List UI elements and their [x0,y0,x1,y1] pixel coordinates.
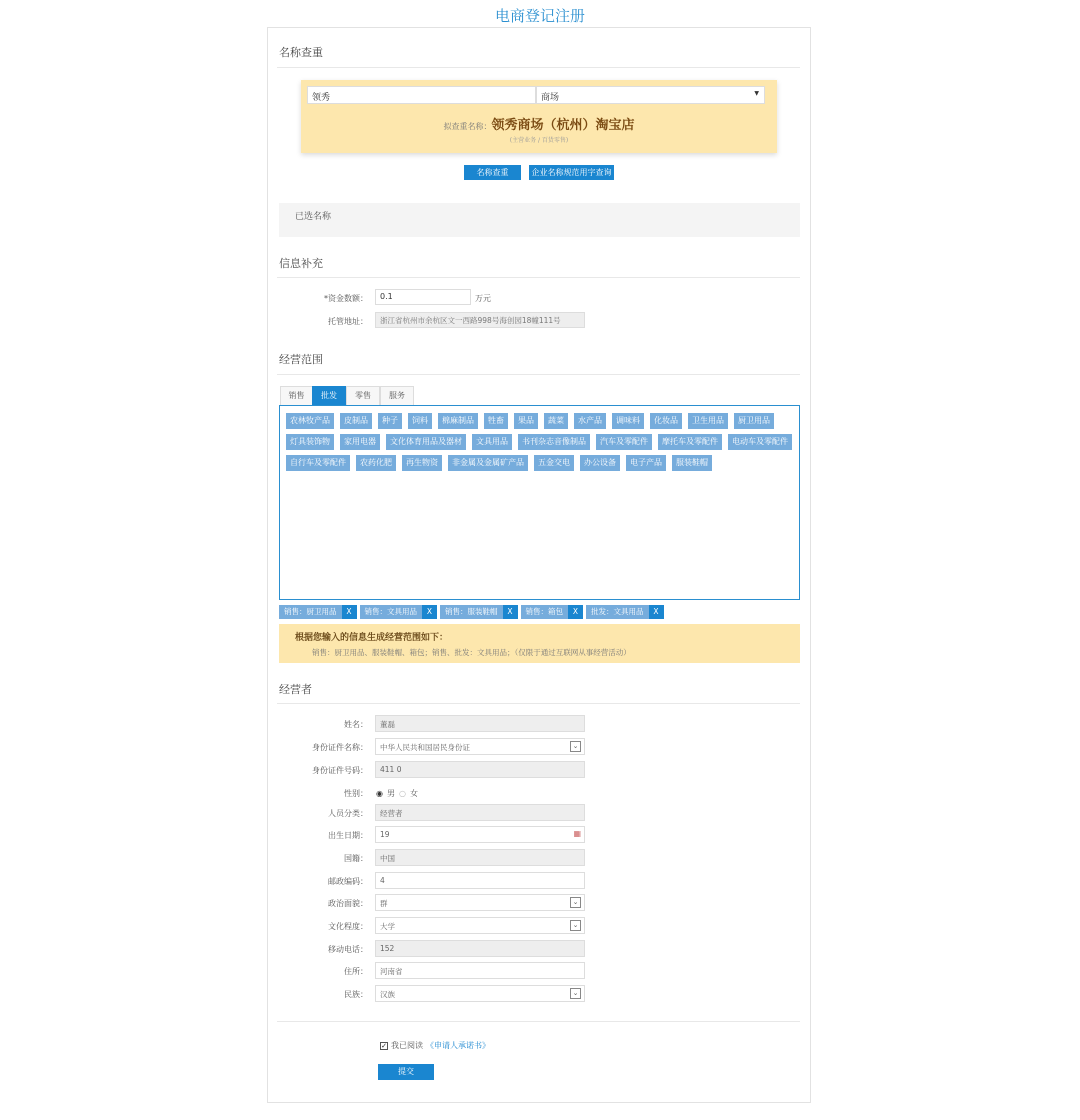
chevron-down-icon: ▼ [754,90,759,97]
address-input: 浙江省杭州市余杭区文一西路998号海创园18幢111号 [375,312,585,328]
scope-tag[interactable]: 文化体育用品及器材 [386,434,466,450]
field-date[interactable] [375,826,585,843]
field-label: 邮政编码： [328,877,368,886]
field-gray [375,940,585,957]
field-text[interactable] [375,872,585,889]
chip-label: 销售：箱包 [521,605,569,619]
chevron-down-icon: ⌄ [570,897,581,908]
field-value: 152 [380,944,395,953]
chip-label: 销售：服装鞋帽 [440,605,503,619]
scope-tag[interactable]: 电动车及零配件 [728,434,792,450]
field-value: 董磊 [380,720,395,729]
field-select[interactable] [375,917,585,934]
proposed-name: 领秀商场（杭州）淘宝店 [491,118,635,133]
scope-tag[interactable]: 厨卫用品 [734,413,774,429]
scope-tag[interactable]: 卫生用品 [688,413,728,429]
divider [277,374,800,375]
result-text: 销售：厨卫用品、服装鞋帽、箱包；销售、批发：文具用品；（仅限于通过互联网从事经营活动） [312,648,631,657]
capital-unit: 万元 [475,294,491,303]
section-operator: 经营者 [279,683,312,696]
result-title: 根据您输入的信息生成经营范围如下： [295,633,449,643]
capital-input[interactable]: 0.1 [375,289,471,305]
scope-tag[interactable]: 电子产品 [626,455,666,471]
radio-male[interactable]: ◉ [376,789,383,798]
field-select[interactable] [375,985,585,1002]
chip-label: 销售：厨卫用品 [279,605,342,619]
divider [277,277,800,278]
scope-tag[interactable]: 化妆品 [650,413,682,429]
scope-tag[interactable]: 饲料 [408,413,432,429]
female-label: 女 [409,789,418,798]
selected-names-label: 已选名称 [295,212,332,222]
name-check-button[interactable]: 名称查重 [464,165,521,180]
selected-scope-chips [279,605,664,619]
scope-tag[interactable]: 灯具装饰物 [286,434,334,450]
scope-tag[interactable]: 摩托车及零配件 [658,434,722,450]
section-info: 信息补充 [279,257,323,270]
selected-scope-chip [586,605,664,619]
scope-tag[interactable]: 水产品 [574,413,606,429]
scope-tag[interactable]: 牲畜 [484,413,508,429]
field-value: 中国 [380,854,395,863]
field-gray [375,761,585,778]
scope-tag[interactable]: 自行车及零配件 [286,455,350,471]
field-value: 经营者 [380,809,403,818]
chevron-down-icon: ⌄ [570,741,581,752]
agree-checkbox[interactable]: ✓ [381,1041,387,1050]
scope-tag[interactable]: 蔬菜 [544,413,568,429]
selected-names-panel [279,203,800,237]
field-gray [375,849,585,866]
agreement-link[interactable]: 《申请人承诺书》 [426,1041,490,1050]
field-label: 出生日期： [328,831,368,840]
remove-chip-button[interactable]: X [503,605,518,619]
field-label: 政治面貌： [328,899,368,908]
industry-value: 商场 [541,93,560,103]
chevron-down-icon: ⌄ [570,988,581,999]
remove-chip-button[interactable]: X [342,605,357,619]
section-name-check: 名称查重 [279,46,323,59]
field-label: 身份证件名称： [312,743,368,752]
remove-chip-button[interactable]: X [422,605,437,619]
selected-scope-chip [521,605,584,619]
tab-sales[interactable]: 销售 [280,386,313,405]
male-label: 男 [386,789,395,798]
scope-tag[interactable]: 皮制品 [340,413,372,429]
field-label: 文化程度： [328,922,368,931]
scope-result [279,624,800,663]
proposed-label: 拟查重名称： [443,122,492,131]
chip-label: 批发：文具用品 [586,605,649,619]
name-query-button[interactable]: 企业名称规范用字查询 [529,165,614,180]
scope-tag[interactable]: 再生物资 [402,455,442,471]
field-label: 住所： [344,967,368,976]
remove-chip-button[interactable]: X [649,605,664,619]
calendar-icon[interactable]: ▦ [573,829,581,838]
address-label: 托管地址： [328,317,368,326]
scope-tag[interactable]: 服装鞋帽 [672,455,712,471]
scope-tag[interactable]: 调味料 [612,413,644,429]
scope-tag[interactable]: 农林牧产品 [286,413,334,429]
field-value: 411 0 [380,765,402,774]
field-label: 姓名： [344,720,368,729]
field-gray [375,804,585,821]
field-value: 河南省 [380,967,403,976]
field-select[interactable] [375,738,585,755]
field-value: 群 [380,899,388,908]
scope-tag[interactable]: 棉麻制品 [438,413,478,429]
field-label: 民族： [344,990,368,999]
scope-tag[interactable]: 种子 [378,413,402,429]
field-value: 汉族 [380,990,395,999]
field-gray [375,715,585,732]
scope-tag-box [279,405,800,600]
keyword-input[interactable]: 领秀 [307,86,536,104]
scope-tag[interactable]: 家用电器 [340,434,380,450]
tab-wholesale[interactable]: 批发 [312,386,346,405]
page-title: 电商登记注册 [494,7,585,25]
field-label: 移动电话： [328,945,368,954]
chip-label: 销售：文具用品 [360,605,423,619]
scope-tag[interactable]: 非金属及金属矿产品 [448,455,528,471]
field-text[interactable] [375,962,585,979]
proposed-hint: (主营业务 / 百货零售) [509,137,569,144]
divider [277,1021,800,1022]
field-label: 身份证件号码： [312,766,368,775]
scope-tag[interactable]: 农药化肥 [356,455,396,471]
field-label: 人员分类： [328,809,368,818]
radio-female[interactable]: ○ [398,789,406,798]
submit-button[interactable]: 提交 [378,1064,434,1080]
scope-tag[interactable]: 办公设备 [580,455,620,471]
scope-tag[interactable]: 文具用品 [472,434,512,450]
divider [277,67,800,68]
remove-chip-button[interactable]: X [568,605,583,619]
selected-scope-chip [360,605,438,619]
tab-retail[interactable]: 零售 [346,386,380,405]
agree-text: 我已阅读 [391,1041,423,1050]
scope-tag[interactable]: 五金交电 [534,455,574,471]
field-select[interactable] [375,894,585,911]
field-value: 4 [380,876,385,885]
field-value: 大学 [380,922,395,931]
section-scope: 经营范围 [279,353,323,366]
name-check-box [301,80,777,153]
scope-tag[interactable]: 果品 [514,413,538,429]
selected-scope-chip [279,605,357,619]
field-label: 国籍： [344,854,368,863]
scope-tag[interactable]: 书刊杂志音像制品 [518,434,590,450]
field-value: 中华人民共和国居民身份证 [380,743,470,752]
selected-scope-chip [440,605,518,619]
field-value: 19 [380,830,390,839]
industry-select[interactable] [536,86,765,104]
capital-label: *资金数额： [324,294,368,303]
chevron-down-icon: ⌄ [570,920,581,931]
tab-service[interactable]: 服务 [380,386,414,405]
scope-tag[interactable]: 汽车及零配件 [596,434,652,450]
divider [277,703,800,704]
field-label: 性别： [344,789,368,798]
